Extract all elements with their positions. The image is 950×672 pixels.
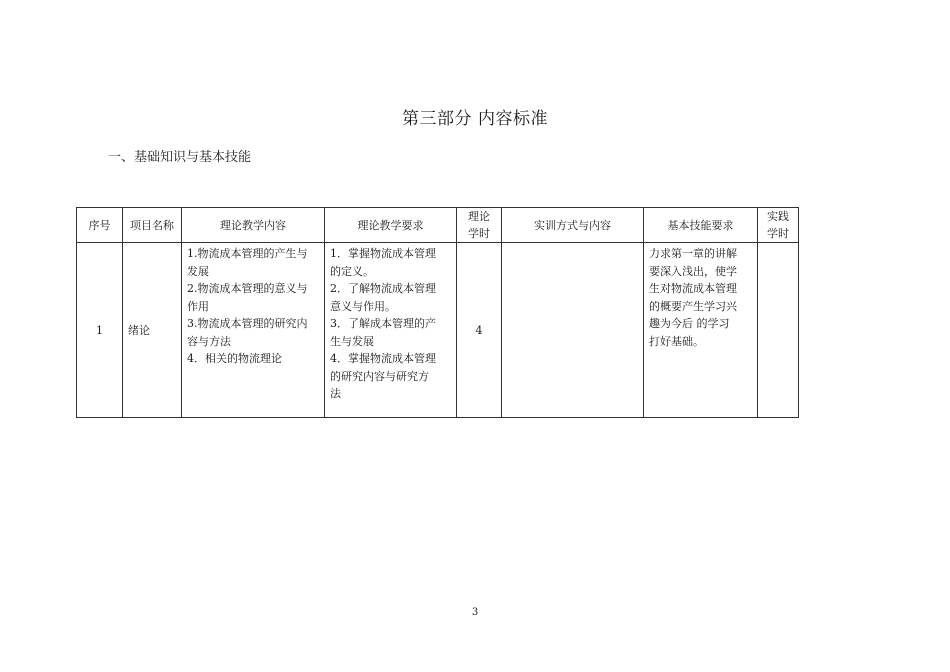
header-theory-hours bbox=[457, 208, 502, 243]
header-seq: 序号 bbox=[77, 208, 123, 243]
theory-requirement-line: 生与发展 bbox=[330, 334, 374, 348]
theory-requirement-line: 3．了解成本管理的产 bbox=[330, 317, 436, 330]
theory-requirement-line: 的研究内容与研究方 bbox=[330, 369, 429, 383]
header-practice-hours bbox=[758, 208, 799, 243]
theory-requirement-line: 2．了解物流成本管理 bbox=[330, 282, 436, 295]
cell-project-name: 绪论 bbox=[123, 243, 182, 418]
cell-practice-method bbox=[502, 243, 644, 418]
theory-content-line: 作用 bbox=[187, 299, 209, 313]
cell-theory-content bbox=[182, 243, 325, 418]
table-row bbox=[77, 243, 799, 418]
theory-requirement-line: 4．掌握物流成本管理 bbox=[330, 352, 436, 365]
theory-content-line: 2.物流成本管理的意义与 bbox=[187, 282, 308, 295]
skill-requirement-line: 要深入浅出，使学 bbox=[649, 264, 737, 278]
table-header-row bbox=[77, 208, 799, 243]
header-skill-requirements: 基本技能要求 bbox=[644, 208, 758, 243]
header-theory-hours-line1: 理论 bbox=[468, 210, 490, 223]
theory-content-line: 4．相关的物流理论 bbox=[187, 352, 282, 365]
theory-requirement-line: 1．掌握物流成本管理 bbox=[330, 247, 436, 260]
page-number: 3 bbox=[471, 607, 479, 618]
header-theory-hours-line2: 学时 bbox=[468, 227, 490, 240]
header-practice-hours-line2: 学时 bbox=[767, 227, 789, 240]
content-standard-table bbox=[76, 207, 799, 418]
cell-theory-hours: 4 bbox=[457, 243, 502, 418]
cell-practice-hours bbox=[758, 243, 799, 418]
page-title: 第三部分 内容标准 bbox=[402, 109, 548, 129]
section-heading: 一、基础知识与基本技能 bbox=[108, 150, 252, 165]
header-theory-requirements: 理论教学要求 bbox=[325, 208, 457, 243]
header-practice-method: 实训方式与内容 bbox=[502, 208, 644, 243]
cell-skill-requirements bbox=[644, 243, 758, 418]
cell-theory-requirements bbox=[325, 243, 457, 418]
skill-requirement-line: 趣为今后 的学习 bbox=[649, 317, 730, 330]
theory-content-line: 3.物流成本管理的研究内 bbox=[187, 317, 308, 330]
theory-requirement-line: 意义与作用。 bbox=[330, 299, 396, 313]
theory-requirement-line: 的定义。 bbox=[330, 264, 374, 278]
theory-content-line: 发展 bbox=[187, 264, 209, 278]
skill-requirement-line: 力求第一章的讲解 bbox=[649, 247, 737, 260]
skill-requirement-line: 的概要产生学习兴 bbox=[649, 299, 737, 313]
header-project-name: 项目名称 bbox=[123, 208, 182, 243]
theory-requirement-line: 法 bbox=[330, 387, 341, 400]
theory-content-line: 容与方法 bbox=[187, 334, 231, 348]
theory-content-line: 1.物流成本管理的产生与 bbox=[187, 247, 308, 260]
header-practice-hours-line1: 实践 bbox=[767, 210, 789, 223]
cell-seq: 1 bbox=[77, 243, 123, 418]
skill-requirement-line: 生对物流成本管理 bbox=[649, 282, 737, 295]
header-theory-content: 理论教学内容 bbox=[182, 208, 325, 243]
skill-requirement-line: 打好基础。 bbox=[649, 334, 704, 348]
